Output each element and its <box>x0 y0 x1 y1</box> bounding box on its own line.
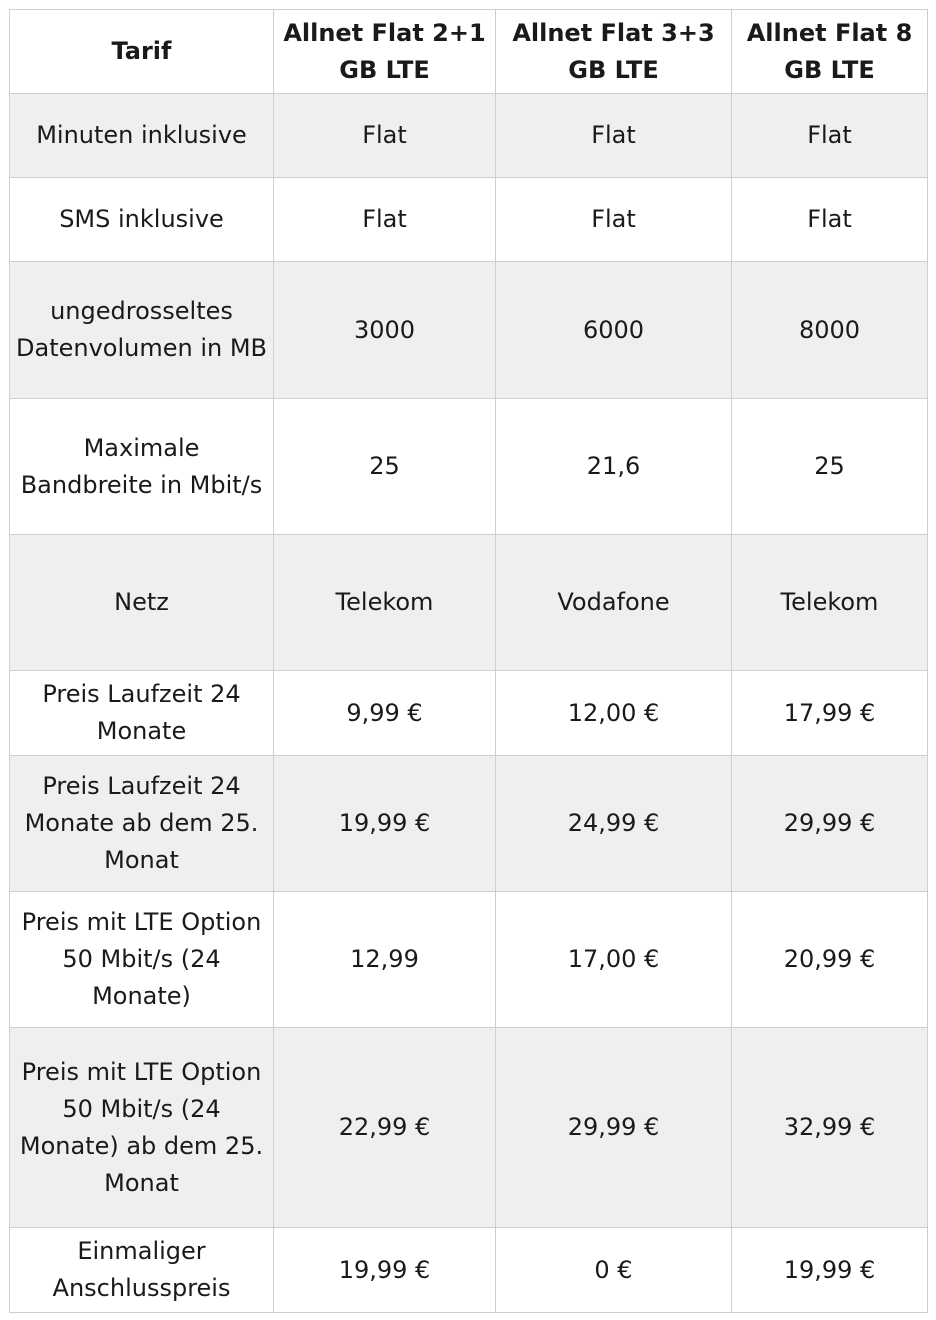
value-cell: 24,99 € <box>496 756 732 892</box>
table-row <box>10 1228 928 1313</box>
table-row <box>10 892 928 1028</box>
table-row <box>10 1028 928 1228</box>
value-cell: 6000 <box>496 262 732 399</box>
table-row <box>10 756 928 892</box>
value-cell: 17,00 € <box>496 892 732 1028</box>
value-cell: 19,99 € <box>274 756 496 892</box>
row-label-cell: Preis Laufzeit 24 Monate ab dem 25. Monat <box>10 756 274 892</box>
value-cell: Flat <box>496 94 732 178</box>
header-plan-cell: Allnet Flat 2+1 GB LTE <box>274 10 496 94</box>
value-cell: 25 <box>732 399 928 535</box>
value-cell: Flat <box>274 178 496 262</box>
tariff-comparison-table <box>9 9 928 1313</box>
row-label-cell: Preis mit LTE Option 50 Mbit/s (24 Monate) ab dem 25. Monat <box>10 1028 274 1228</box>
value-cell: Flat <box>496 178 732 262</box>
value-cell: 9,99 € <box>274 671 496 756</box>
table-row <box>10 399 928 535</box>
value-cell: 32,99 € <box>732 1028 928 1228</box>
value-cell: 12,99 <box>274 892 496 1028</box>
value-cell: 20,99 € <box>732 892 928 1028</box>
value-cell: 22,99 € <box>274 1028 496 1228</box>
row-label-cell: Netz <box>10 535 274 671</box>
row-label-cell: Preis Laufzeit 24 Monate <box>10 671 274 756</box>
value-cell: 8000 <box>732 262 928 399</box>
row-label-cell: Einmaliger Anschlusspreis <box>10 1228 274 1313</box>
value-cell: Flat <box>732 178 928 262</box>
row-label-cell: Preis mit LTE Option 50 Mbit/s (24 Monate) <box>10 892 274 1028</box>
value-cell: Telekom <box>732 535 928 671</box>
table-row <box>10 94 928 178</box>
value-cell: 21,6 <box>496 399 732 535</box>
row-label-cell: Maximale Bandbreite in Mbit/s <box>10 399 274 535</box>
value-cell: 29,99 € <box>496 1028 732 1228</box>
value-cell: 12,00 € <box>496 671 732 756</box>
table-row <box>10 535 928 671</box>
table-header-row <box>10 10 928 94</box>
table-row <box>10 671 928 756</box>
table-row <box>10 262 928 399</box>
value-cell: 19,99 € <box>274 1228 496 1313</box>
value-cell: 17,99 € <box>732 671 928 756</box>
header-label-cell: Tarif <box>10 10 274 94</box>
row-label-cell: SMS inklusive <box>10 178 274 262</box>
row-label-cell: Minuten inklusive <box>10 94 274 178</box>
header-plan-cell: Allnet Flat 8 GB LTE <box>732 10 928 94</box>
value-cell: Telekom <box>274 535 496 671</box>
value-cell: 0 € <box>496 1228 732 1313</box>
value-cell: 3000 <box>274 262 496 399</box>
value-cell: Flat <box>732 94 928 178</box>
value-cell: Vodafone <box>496 535 732 671</box>
value-cell: 19,99 € <box>732 1228 928 1313</box>
value-cell: 25 <box>274 399 496 535</box>
header-plan-cell: Allnet Flat 3+3 GB LTE <box>496 10 732 94</box>
row-label-cell: ungedrosseltes Datenvolumen in MB <box>10 262 274 399</box>
table-row <box>10 178 928 262</box>
value-cell: 29,99 € <box>732 756 928 892</box>
value-cell: Flat <box>274 94 496 178</box>
